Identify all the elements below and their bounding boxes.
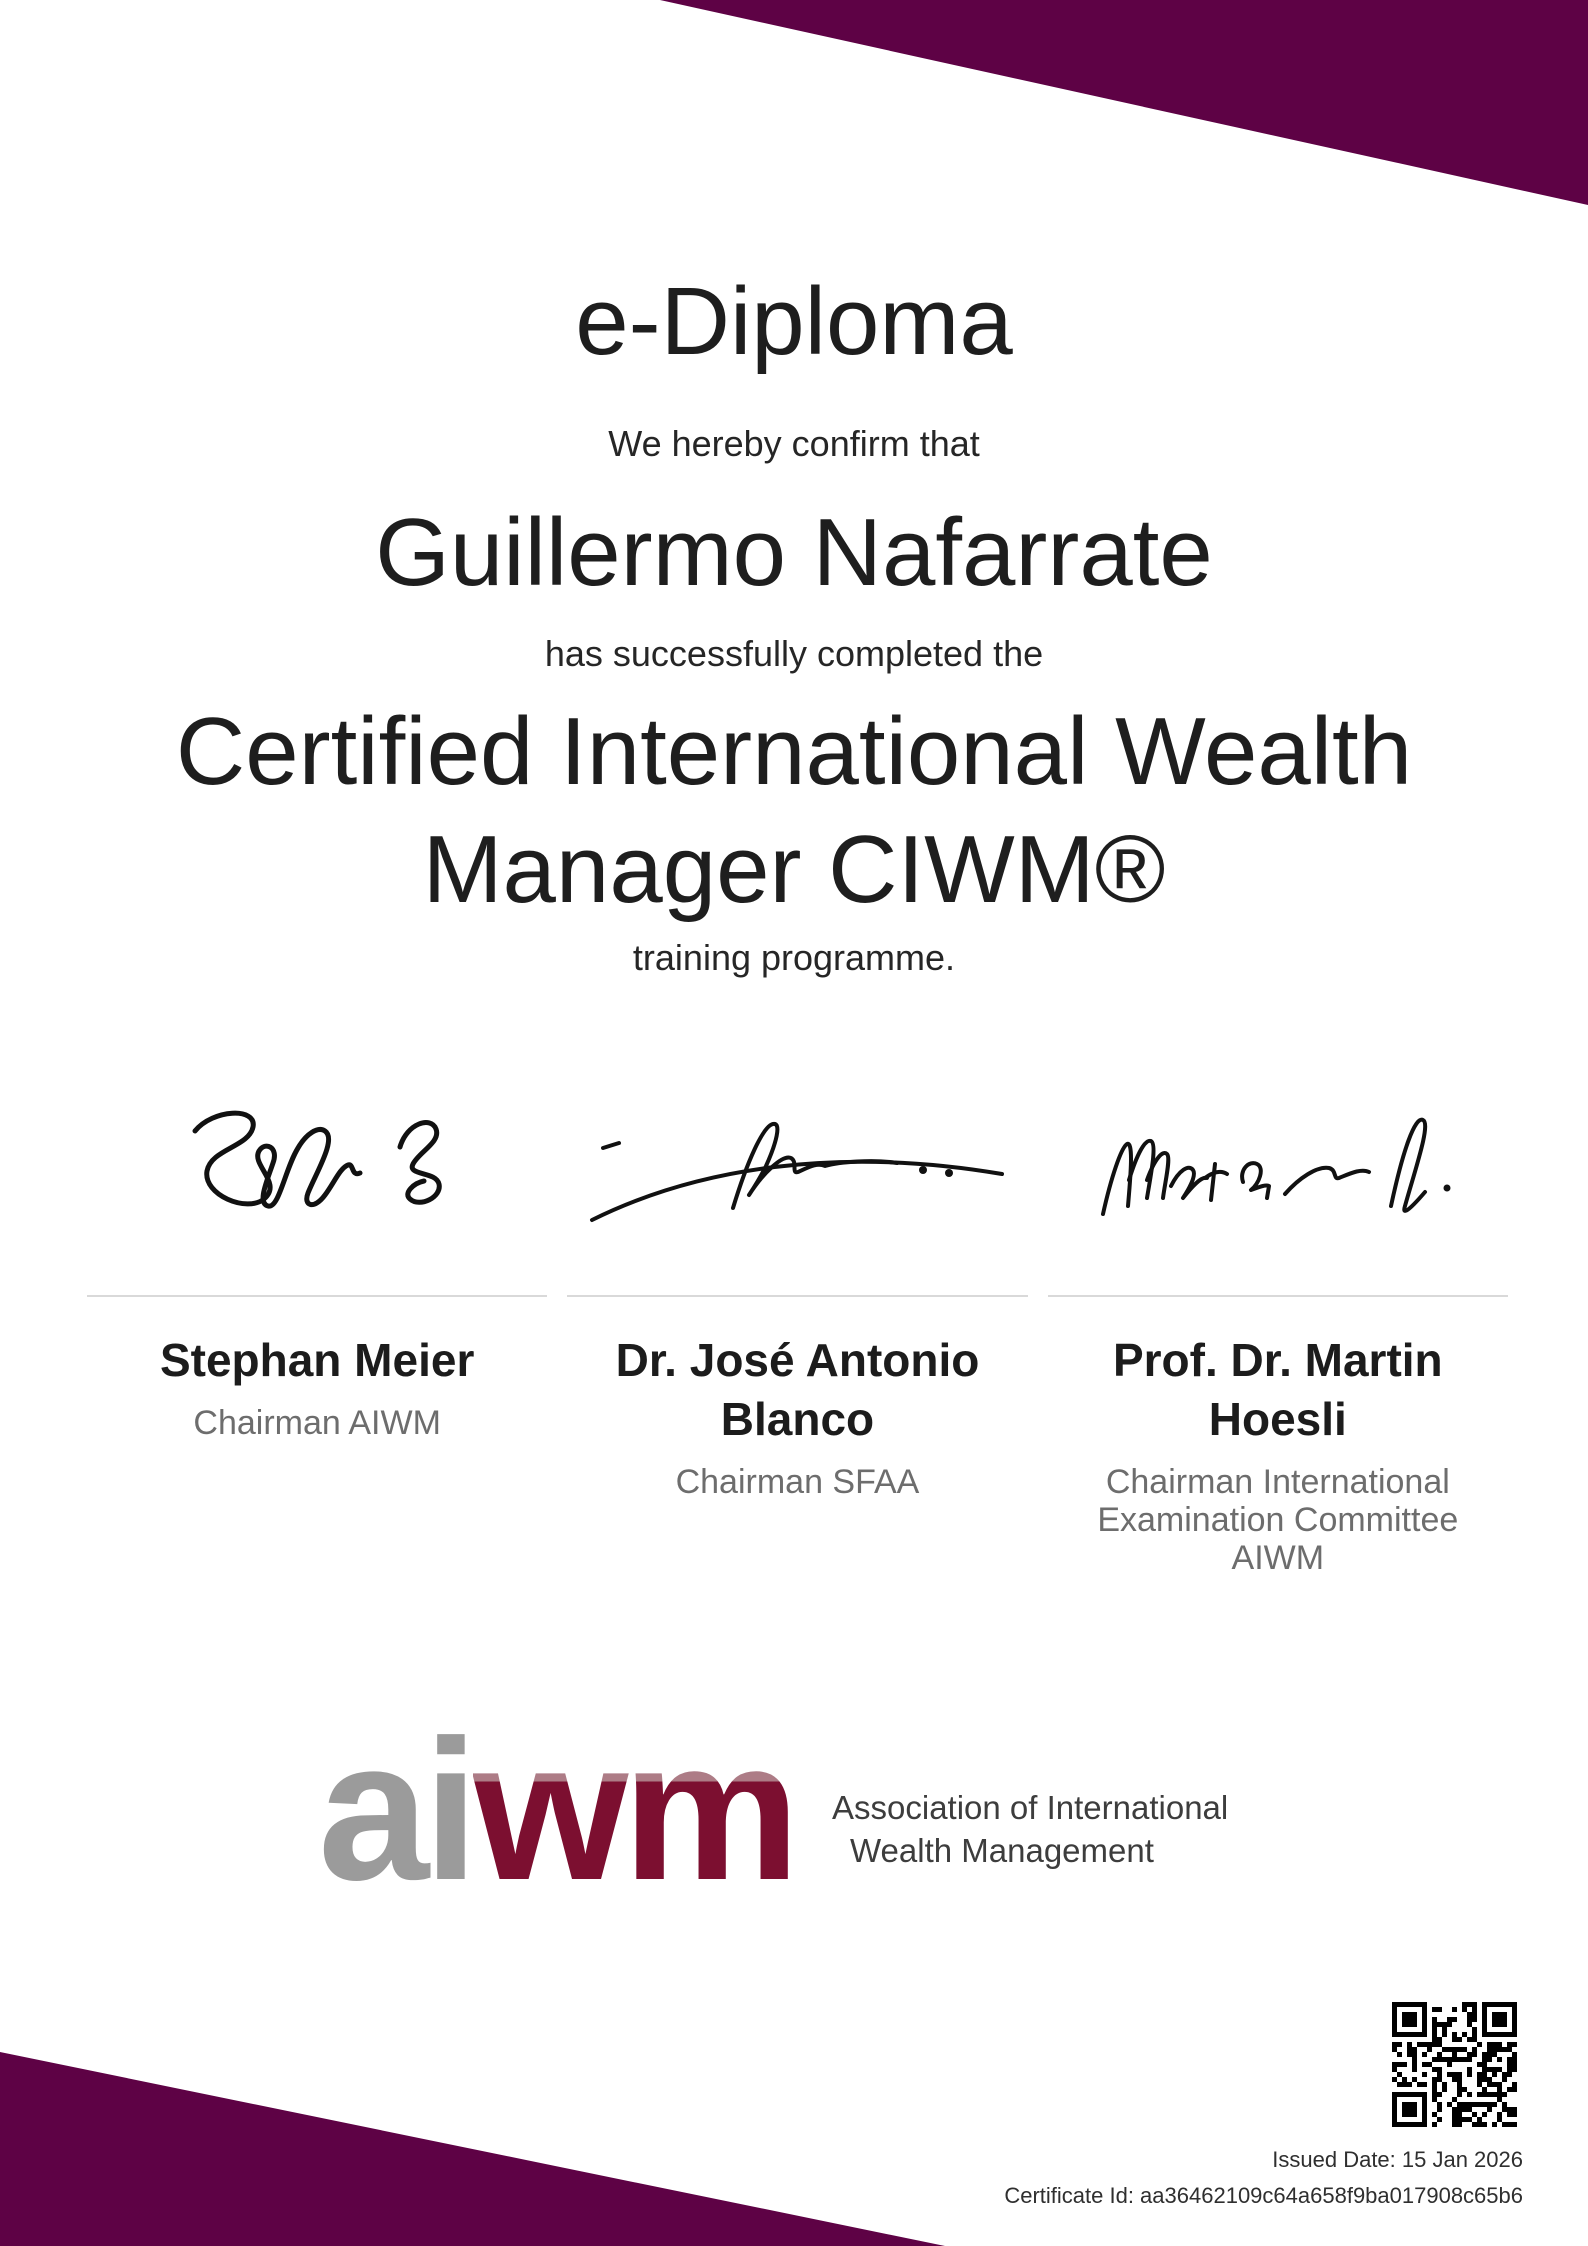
- signature-scribble-icon: [587, 1110, 1007, 1228]
- signatory-block-2: [567, 1099, 1027, 1577]
- recipient-name: Guillermo Nafarrate: [375, 498, 1213, 606]
- certificate-id: Certificate Id: aa36462109c64a658f9ba017908c65b6: [1004, 2183, 1523, 2208]
- top-right-corner-decoration: [660, 0, 1588, 205]
- signature-scribble-icon: [167, 1107, 467, 1232]
- aiwm-logo-caption: [832, 1786, 1228, 1872]
- issued-date: Issued Date: 15 Jan 2026: [1272, 2147, 1523, 2172]
- signature-martin-hoesli: [1048, 1099, 1508, 1239]
- signatory-role: Chairman SFAA: [675, 1462, 920, 1501]
- training-text: training programme.: [632, 936, 956, 978]
- page-title: e-Diploma: [575, 268, 1013, 375]
- signatory-name: Prof. Dr. Martin Hoesli: [1112, 1334, 1443, 1445]
- signatory-block-3: [1048, 1099, 1508, 1577]
- confirm-text: We hereby confirm that: [608, 422, 980, 464]
- programme-title: Certified International Wealth Manager CIWM®: [175, 698, 1413, 923]
- signature-divider: [1048, 1295, 1508, 1297]
- signature-jose-antonio-blanco: [567, 1099, 1027, 1239]
- signature-divider: [567, 1295, 1027, 1297]
- logo-caption-line1: Association of International: [832, 1789, 1229, 1826]
- completed-text: has successfully completed the: [544, 633, 1044, 675]
- footer-meta: [1004, 2142, 1523, 2214]
- certificate-body: [0, 268, 1588, 979]
- signature-divider: [87, 1295, 547, 1297]
- signatory-name: Stephan Meier: [159, 1334, 475, 1386]
- qr-code: [1392, 2002, 1517, 2127]
- signatory-name: Dr. José Antonio Blanco: [615, 1334, 980, 1445]
- signatory-role: Chairman International Examination Committee AIWM: [1097, 1462, 1459, 1577]
- signature-scribble-icon: [1093, 1108, 1463, 1230]
- aiwm-logo: [318, 1699, 795, 1922]
- aiwm-logo-ai: ai: [318, 1699, 473, 1922]
- signatory-role: Chairman AIWM: [193, 1403, 441, 1442]
- bottom-left-corner-decoration: [0, 2052, 945, 2246]
- aiwm-logo-wm: wm: [472, 1699, 795, 1922]
- logo-caption-line2: Wealth Management: [850, 1832, 1154, 1869]
- signature-row: [87, 1099, 1508, 1577]
- signatory-block-1: [87, 1099, 547, 1577]
- signature-stephan-meier: [87, 1099, 547, 1239]
